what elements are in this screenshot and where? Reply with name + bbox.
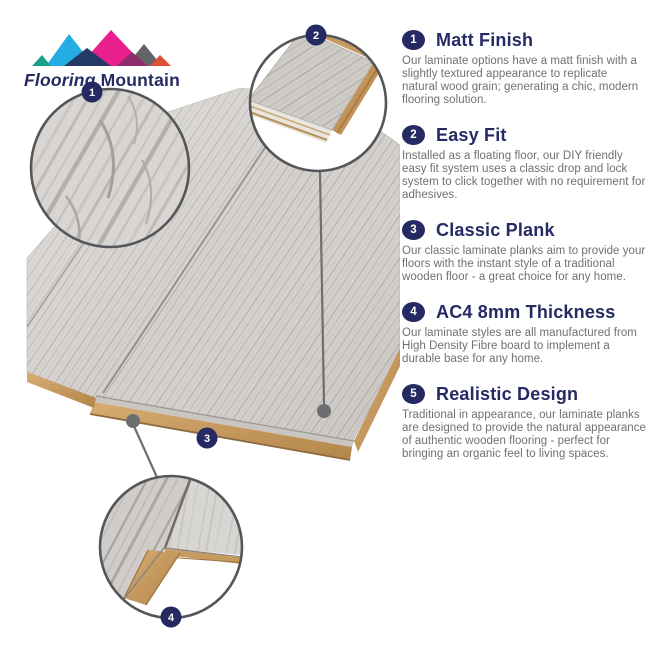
feature-5-title: Realistic Design [436,383,579,404]
feature-4-badge: 4 [402,302,425,322]
feature-4-title: AC4 8mm Thickness [436,301,616,322]
leader-dot-2 [317,404,331,418]
feature-1-title: Matt Finish [436,30,534,50]
feature-5-badge: 5 [402,384,425,404]
feature-thickness [402,302,650,366]
flooring-mountain-logo [24,26,194,91]
photo-badge-2-number: 2 [312,30,320,42]
photo-badge-3-number: 3 [203,433,211,445]
feature-3-title: Classic Plank [436,219,555,240]
feature-2-header [402,125,650,145]
feature-1-header [402,30,650,50]
feature-3-description: Our classic laminate planks aim to provide your floors with the instant style of a traditional wooden floor - a great choice for any home. [402,244,646,283]
feature-4-header [402,302,650,322]
mountain-logo-icon [24,26,174,68]
callout-circle-1 [31,89,189,248]
feature-1-badge: 1 [402,30,425,50]
photo-badge-4-number: 4 [167,612,175,624]
feature-2-description: Installed as a floating floor, our DIY friendly easy fit system uses a classic drop and lock system to click together with no requirement for adhesives. [402,149,646,201]
leader-dot-4 [126,414,140,428]
feature-2-title: Easy Fit [436,124,507,145]
photo-badge-1-number: 1 [88,87,96,99]
feature-easy-fit [402,125,650,202]
feature-5-description: Traditional in appearance, our laminate planks are designed to provide the natural appearance of authentic wooden flooring - perfect for bringing an organic feel to living spaces. [402,408,646,460]
leader-line-4 [133,424,160,484]
feature-realistic-design [402,384,650,461]
feature-classic-plank [402,220,650,284]
feature-5-header [402,384,650,404]
feature-3-badge: 3 [402,220,425,240]
photo-badge-3 [197,428,218,449]
feature-matt-finish [402,30,650,107]
logo-word-mountain: Mountain [100,70,180,90]
logo-word-flooring: Flooring [24,70,96,90]
feature-1-description: Our laminate options have a matt finish with a slightly textured appearance to replicate natural wood grain; generating a chic, modern flooring solution. [402,55,639,106]
photo-badge-2 [306,25,327,46]
feature-list [402,30,650,479]
feature-3-header [402,220,650,240]
photo-badge-4 [161,607,182,628]
logo-wordmark [24,70,194,91]
callout-circle-4 [95,450,250,622]
feature-4-description: Our laminate styles are all manufactured from High Density Fibre board to implement a durable base for any home. [402,326,637,365]
logo-mountain-teal [32,55,51,66]
feature-2-badge: 2 [402,125,425,145]
